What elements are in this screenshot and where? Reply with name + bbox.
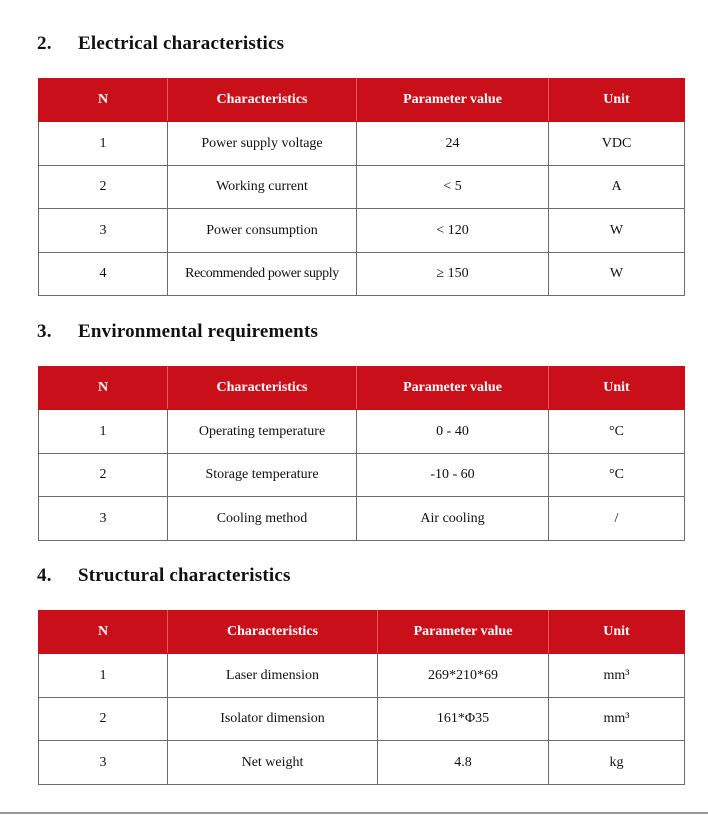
column-header-unit: Unit: [549, 611, 685, 654]
cell-n: 2: [39, 454, 168, 497]
cell-n: 1: [39, 410, 168, 454]
section-title: Electrical characteristics: [78, 33, 285, 54]
cell-parameter-value: ≥ 150: [357, 253, 549, 296]
cell-characteristic: Laser dimension: [168, 654, 378, 698]
cell-parameter-value: -10 - 60: [357, 454, 549, 497]
section-title: Environmental requirements: [78, 321, 319, 342]
cell-parameter-value: 0 - 40: [357, 410, 549, 454]
column-header-parameter-value: Parameter value: [357, 367, 549, 410]
table-row: [39, 454, 685, 497]
page-bottom-divider: [0, 812, 708, 814]
table-row: [39, 166, 685, 209]
cell-n: 2: [39, 166, 168, 209]
cell-characteristic: Net weight: [168, 741, 378, 785]
column-header-characteristics: Characteristics: [168, 367, 357, 410]
cell-n: 3: [39, 497, 168, 541]
environmental-requirements-table: [38, 366, 685, 541]
cell-parameter-value: < 5: [357, 166, 549, 209]
column-header-n: N: [39, 79, 168, 122]
cell-unit: °C: [549, 454, 685, 497]
section-heading-electrical: [37, 33, 284, 55]
cell-parameter-value: 24: [357, 122, 549, 166]
cell-n: 3: [39, 741, 168, 785]
structural-characteristics-table: [38, 610, 685, 785]
cell-unit: W: [549, 209, 685, 253]
cell-characteristic: Cooling method: [168, 497, 357, 541]
cell-characteristic: Power consumption: [168, 209, 357, 253]
column-header-n: N: [39, 611, 168, 654]
cell-n: 2: [39, 698, 168, 741]
cell-characteristic: Isolator dimension: [168, 698, 378, 741]
column-header-n: N: [39, 367, 168, 410]
cell-unit: °C: [549, 410, 685, 454]
column-header-characteristics: Characteristics: [168, 79, 357, 122]
cell-n: 3: [39, 209, 168, 253]
cell-n: 1: [39, 122, 168, 166]
column-header-unit: Unit: [549, 79, 685, 122]
cell-unit: A: [549, 166, 685, 209]
cell-n: 4: [39, 253, 168, 296]
cell-unit: mm³: [549, 654, 685, 698]
cell-unit: /: [549, 497, 685, 541]
table-row: [39, 654, 685, 698]
cell-parameter-value: 4.8: [378, 741, 549, 785]
cell-parameter-value: 161*Φ35: [378, 698, 549, 741]
table-row: [39, 410, 685, 454]
cell-parameter-value: < 120: [357, 209, 549, 253]
table-row: [39, 497, 685, 541]
table-row: [39, 698, 685, 741]
cell-characteristic: Storage temperature: [168, 454, 357, 497]
table-row: [39, 122, 685, 166]
cell-unit: kg: [549, 741, 685, 785]
column-header-parameter-value: Parameter value: [378, 611, 549, 654]
section-number: 4.: [37, 565, 52, 586]
column-header-characteristics: Characteristics: [168, 611, 378, 654]
column-header-unit: Unit: [549, 367, 685, 410]
cell-unit: VDC: [549, 122, 685, 166]
table-row: [39, 253, 685, 296]
cell-unit: W: [549, 253, 685, 296]
section-heading-structural: [37, 565, 291, 587]
section-heading-environmental: [37, 321, 318, 343]
cell-parameter-value: 269*210*69: [378, 654, 549, 698]
cell-characteristic: Power supply voltage: [168, 122, 357, 166]
table-row: [39, 209, 685, 253]
table-header-row: [39, 611, 685, 654]
section-title: Structural characteristics: [78, 565, 291, 586]
electrical-characteristics-table: [38, 78, 685, 296]
cell-characteristic: Operating temperature: [168, 410, 357, 454]
column-header-parameter-value: Parameter value: [357, 79, 549, 122]
cell-characteristic: Working current: [168, 166, 357, 209]
cell-n: 1: [39, 654, 168, 698]
cell-parameter-value: Air cooling: [357, 497, 549, 541]
cell-characteristic: Recommended power supply: [168, 253, 357, 296]
cell-unit: mm³: [549, 698, 685, 741]
section-number: 3.: [37, 321, 52, 342]
table-header-row: [39, 367, 685, 410]
table-header-row: [39, 79, 685, 122]
table-row: [39, 741, 685, 785]
section-number: 2.: [37, 33, 52, 54]
